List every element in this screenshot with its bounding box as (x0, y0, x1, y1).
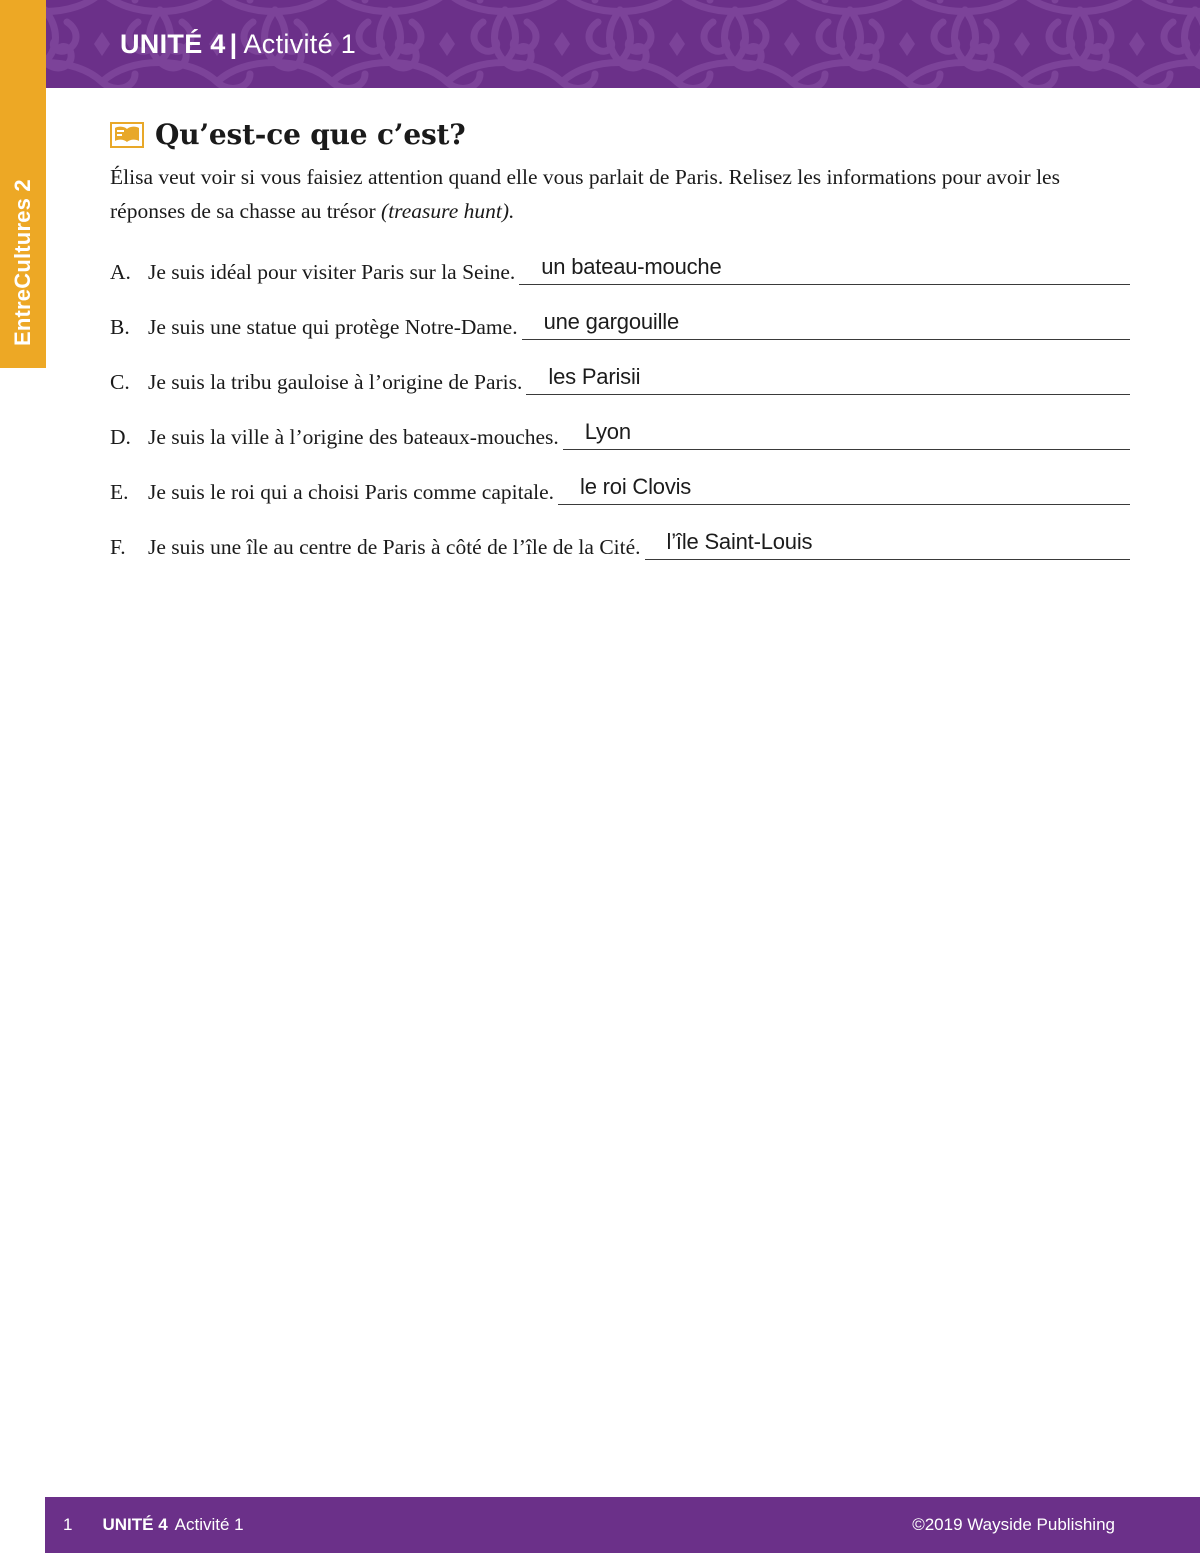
question-prompt: Je suis une statue qui protège Notre-Dame. (148, 315, 518, 339)
instructions-text: Élisa veut voir si vous faisiez attention quand elle vous parlait de Paris. Relisez les informations pour avoir les réponses de sa chasse au trésor (110, 165, 1060, 223)
answer-text: une gargouille (543, 309, 679, 334)
footer-activity-label: Activité 1 (174, 1515, 244, 1534)
question-letter: E. (110, 480, 129, 504)
activity-instructions (110, 160, 1110, 228)
header-unit-label: UNITÉ 4 (120, 29, 226, 59)
answer-text: le roi Clovis (580, 474, 692, 499)
answer-blank-c[interactable] (526, 364, 1130, 395)
question-prompt: Je suis une île au centre de Paris à côté de l’île de la Cité. (148, 535, 641, 559)
question-letter: F. (110, 535, 126, 559)
footer-left-group (63, 1515, 244, 1535)
series-side-tab (0, 0, 46, 368)
question-row-d (110, 401, 1135, 456)
question-letter: D. (110, 425, 131, 449)
question-row-f (110, 511, 1135, 566)
answer-text: l’île Saint-Louis (666, 529, 813, 554)
answer-text: les Parisii (548, 364, 641, 389)
header-title (120, 29, 356, 60)
answer-blank-d[interactable] (563, 419, 1130, 450)
page-header (45, 0, 1200, 88)
question-prompt: Je suis le roi qui a choisi Paris comme capitale. (148, 480, 555, 504)
header-activity-label: Activité 1 (243, 29, 357, 59)
question-prompt: Je suis la tribu gauloise à l’origine de Paris. (148, 370, 523, 394)
header-separator: | (229, 29, 238, 59)
question-letter: C. (110, 370, 130, 394)
open-book-icon (110, 122, 144, 148)
question-row-b (110, 291, 1135, 346)
footer-unit-label: UNITÉ 4 (102, 1515, 168, 1534)
question-prompt: Je suis la ville à l’origine des bateaux-mouches. (148, 425, 559, 449)
question-letter: A. (110, 260, 131, 284)
answer-text: Lyon (584, 419, 631, 444)
question-list (110, 236, 1135, 566)
page-number: 1 (63, 1515, 73, 1534)
answer-blank-f[interactable] (645, 529, 1130, 560)
activity-heading (110, 118, 1135, 151)
answer-text: un bateau-mouche (541, 254, 722, 279)
question-prompt: Je suis idéal pour visiter Paris sur la Seine. (148, 260, 516, 284)
answer-blank-a[interactable] (519, 254, 1130, 285)
page-footer (45, 1497, 1200, 1553)
answer-blank-e[interactable] (558, 474, 1130, 505)
instructions-translation: (treasure hunt). (381, 199, 515, 223)
activity-title: Qu’est-ce que c’est? (155, 118, 466, 151)
question-row-e (110, 456, 1135, 511)
activity-content (110, 118, 1135, 566)
answer-blank-b[interactable] (522, 309, 1130, 340)
series-title: EntreCultures 2 (10, 179, 35, 346)
copyright-notice: ©2019 Wayside Publishing (912, 1515, 1115, 1534)
question-row-a (110, 236, 1135, 291)
question-letter: B. (110, 315, 130, 339)
question-row-c (110, 346, 1135, 401)
